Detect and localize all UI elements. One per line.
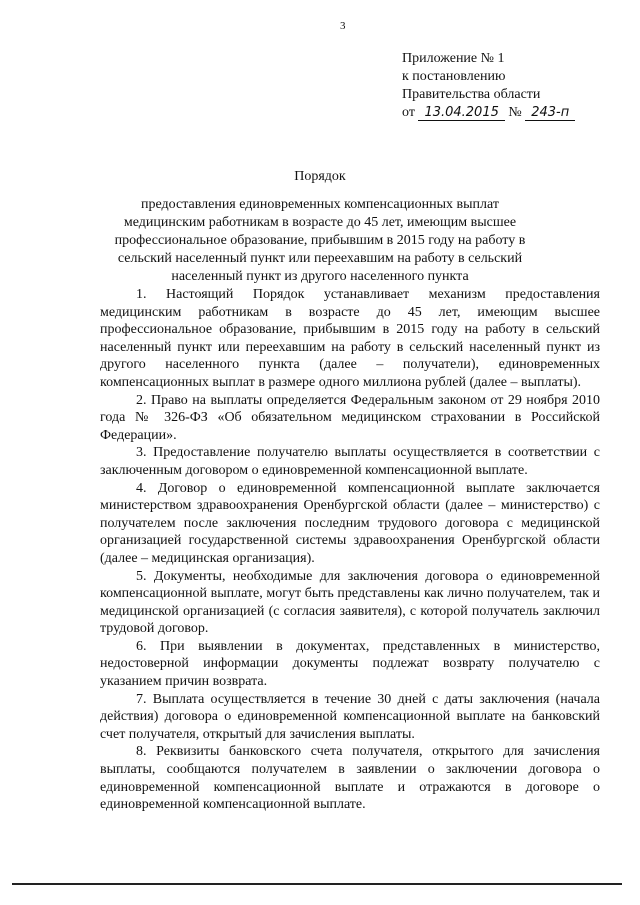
paragraph: 4. Договор о единовременной компенсационной выплате заключается министерством здравоохранения Оренбургской области (далее – министерство) с получателем после заключения последним трудового договора с медицинской организацией государственной системы здравоохранения Оренбургской области (далее – медицинская организация). [100,480,600,566]
title-heading: Порядок [294,169,346,184]
document-body [100,286,600,814]
appendix-line: Правительства области [402,87,541,102]
appendix-line: к постановлению [402,69,506,84]
paragraph: 3. Предоставление получателю выплаты осуществляется в соответствии с заключенным договором о единовременной компенсационной выплате. [100,445,600,478]
from-prefix: от [402,105,415,120]
paragraph: 1. Настоящий Порядок устанавливает механизм предоставления медицинским работникам в возрасте до 45 лет, имеющим высшее профессиональное образование, прибывшим в 2015 году на работу в сельский населенный пункт или переехавшим на работу в сельский населенный пункт из другого населенного пункта (далее – получатели), единовременных компенсационных выплат в размере одного миллиона рублей (далее – выплаты). [100,287,600,390]
appendix-line: Приложение № 1 [402,51,505,66]
bottom-divider [12,883,622,885]
handwritten-date: 13.04.2015 [418,106,504,121]
paragraph: 8. Реквизиты банковского счета получателя, открытого для зачисления выплаты, сообщаются получателем в заявлении о заключении договора о единовременной компенсационной выплате и отражаются в договоре о единовременной компенсационной выплате. [100,744,600,813]
paragraph: 2. Право на выплаты определяется Федеральным законом от 29 ноября 2010 года № 326-ФЗ «Об обязательном медицинском страховании в Российской Федерации». [100,392,600,443]
title-subtitle: предоставления единовременных компенсационных выплат медицинским работникам в возрасте до 45 лет, имеющим высшее профессиональное образование, прибывшим в 2015 году на работу в сельский населенный пункт или переехавшим на работу в сельский населенный пункт из другого населенного пункта [114,197,526,284]
number-label: № [508,105,522,120]
appendix-block [402,50,575,122]
paragraph: 7. Выплата осуществляется в течение 30 дней с даты заключения (начала действия) договора о единовременной компенсационной выплате на банковский счет получателя, открытый для зачисления выплаты. [100,691,600,742]
document-title [100,168,540,286]
page-number: 3 [340,20,346,32]
paragraph: 5. Документы, необходимые для заключения договора о единовременной компенсационной выплате, могут быть представлены как лично получателем, так и медицинской организацией (с согласия заявителя), с которой получатель заключил трудовой договор. [100,568,600,637]
paragraph: 6. При выявлении в документах, представленных в министерство, недостоверной информации документы подлежат возврату получателю с указанием причин возврата. [100,638,600,690]
appendix-date-line [402,104,575,122]
handwritten-number: 243-п [525,106,575,121]
